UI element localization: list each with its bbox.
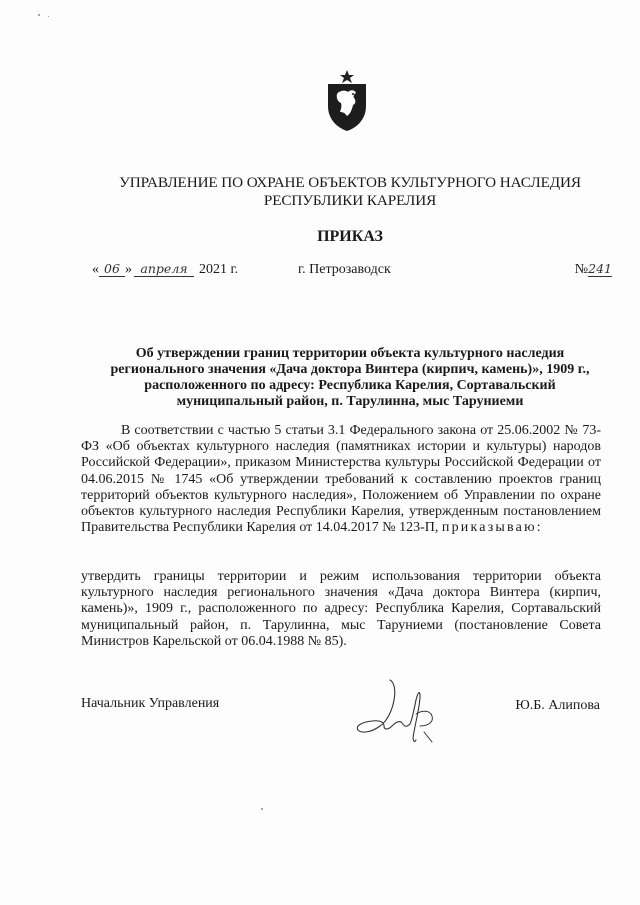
- organization-title: [60, 174, 640, 210]
- signatory-name: Ю.Б. Алипова: [515, 698, 600, 713]
- signatory-position: Начальник Управления: [81, 696, 220, 711]
- order-number: [575, 262, 612, 278]
- date-number-line: [92, 262, 612, 282]
- order-day: 06: [99, 262, 125, 277]
- organization-line-1: УПРАВЛЕНИЕ ПО ОХРАНЕ ОБЪЕКТОВ КУЛЬТУРНОГО НАСЛЕДИЯ: [119, 174, 581, 191]
- document-type: ПРИКАЗ: [317, 228, 383, 245]
- scan-speck: [48, 16, 49, 17]
- subject-line-1: Об утверждении границ территории объекта культурного наследия: [135, 346, 565, 361]
- order-subject: [110, 346, 590, 410]
- order-number-prefix: №: [574, 262, 589, 277]
- order-month: апреля: [134, 262, 194, 277]
- order-word: приказываю:: [441, 520, 543, 536]
- order-number-value: 241: [588, 261, 612, 276]
- decision-paragraph: утвердить границы территории и режим использования территории объекта культурного наследия регионального значения «Дача доктора Винтера (кирпич, камень)», 1909 г., расположенного по адресу: Республика Карелия, Сортавальский муниципальный район, п. Тарулинна, мыс Таруниеми (постановление Совета Министров Карельской от 06.04.1988 № 85).: [81, 569, 601, 649]
- subject-line-3: расположенного по адресу: Республика Карелия, Сортавальский: [144, 378, 556, 393]
- preamble-paragraph: [81, 423, 601, 536]
- scan-speck: [261, 808, 263, 810]
- order-city: г. Петрозаводск: [298, 262, 391, 277]
- karelia-coat-of-arms-icon: [326, 70, 368, 132]
- order-year: 2021 г.: [199, 262, 239, 277]
- scan-speck: [38, 14, 40, 16]
- handwritten-signature: [350, 676, 460, 750]
- subject-line-4: муниципальный район, п. Тарулинна, мыс Таруниеми: [176, 394, 524, 409]
- organization-line-2: РЕСПУБЛИКИ КАРЕЛИЯ: [263, 192, 437, 209]
- subject-line-2: регионального значения «Дача доктора Винтера (кирпич, камень)», 1909 г.,: [110, 362, 590, 377]
- order-date: [92, 262, 238, 278]
- date-quote-open: «: [92, 262, 99, 277]
- preamble-text: В соответствии с частью 5 статьи 3.1 Федерального закона от 25.06.2002 № 73-ФЗ «Об объектах культурного наследия (памятниках истории и культуры) народов Российской Федерации», приказом Министерства культуры Российской Федерации от 04.06.2015 № 1745 «Об утверждении требований к составлению проектов границ территорий объектов культурного наследия», Положением об Управлении по охране объектов культурного наследия Республики Карелия, утвержденным постановлением Правительства Республики Карелия от 14.04.2017 № 123-П,: [81, 423, 601, 536]
- date-quote-close: »: [125, 262, 132, 277]
